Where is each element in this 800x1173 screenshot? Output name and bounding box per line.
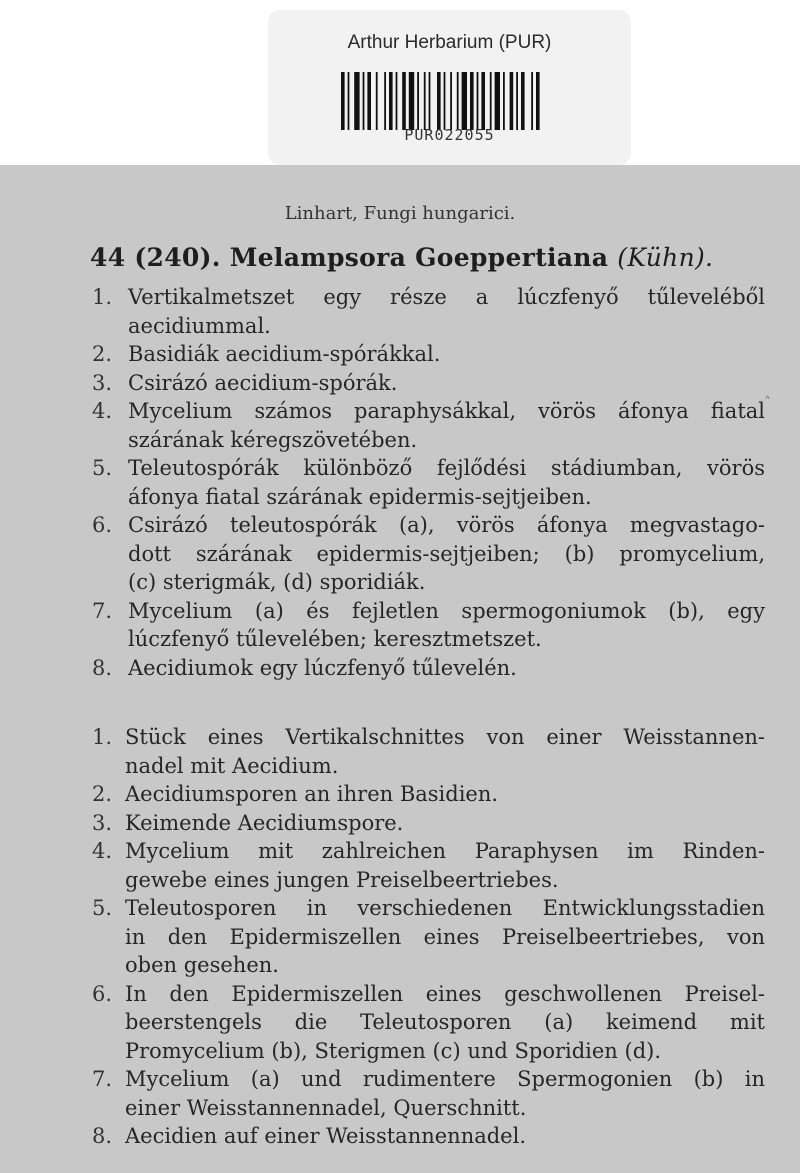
collection-header: Linhart, Fungi hungarici.	[284, 203, 516, 224]
item-text-line: dott szárának epidermis-sejtjeiben; (b) promycelium,	[128, 541, 765, 566]
barcode-bar	[481, 72, 485, 130]
barcode-bar	[348, 72, 350, 130]
item-number: 4.	[91, 399, 112, 423]
item-number: 8.	[91, 655, 112, 680]
barcode-bar	[477, 72, 479, 130]
barcode-bar	[503, 72, 505, 130]
item-number: 2.	[91, 782, 112, 806]
barcode-bar	[450, 72, 452, 130]
item-number: 5.	[91, 456, 112, 480]
item-text-line: Teleutosporen in verschiedenen Entwicklungsstadien	[125, 896, 765, 920]
item-text-line: Keimende Aecidiumspore.	[125, 810, 404, 835]
item-text-line: szárának kéregszövetében.	[128, 427, 418, 452]
item-number: 7.	[91, 598, 112, 623]
item-number: 4.	[91, 839, 112, 863]
item-number: 1.	[91, 725, 112, 749]
specimen-sheet	[0, 165, 800, 1173]
item-text-line: Teleutospórák különböző fejlődési stádiumban, vörös	[128, 456, 765, 480]
item-text-line: Stück eines Vertikalschnittes von einer Weisstannen-	[125, 725, 765, 749]
item-text-line: Basidiák aecidium-spórákkal.	[128, 342, 441, 366]
item-text-line: Aecidiumok egy lúczfenyő tűlevelén.	[128, 655, 517, 680]
item-text-line: (c) sterigmák, (d) sporidiák.	[128, 570, 426, 594]
barcode-bar	[376, 72, 378, 130]
item-number: 7.	[91, 1067, 112, 1091]
item-text-line: Mycelium számos paraphysákkal, vörös áfonya fiatal	[128, 399, 765, 423]
item-text-line: Promycelium (b), Sterigmen (c) und Sporidien (d).	[125, 1038, 662, 1063]
item-text-line: nadel mit Aecidium.	[125, 753, 339, 778]
barcode-bar	[495, 72, 500, 130]
item-number: 3.	[91, 810, 112, 835]
barcode-bar	[424, 72, 426, 130]
barcode-bar	[363, 72, 365, 130]
item-text-line: in den Epidermiszellen eines Preiselbeertriebes, von	[125, 924, 765, 949]
barcode-number: PUR022055	[404, 126, 495, 144]
item-text-line: Mycelium mit zahlreichen Paraphysen im Rinden-	[125, 839, 765, 863]
barcode-bar	[384, 72, 386, 130]
item-text-line: Aecidiumsporen an ihren Basidien.	[125, 782, 499, 806]
specimen-mark: ˄	[764, 395, 771, 411]
barcode-bar	[417, 72, 419, 130]
item-number: 5.	[91, 896, 112, 920]
item-text-line: Csirázó teleutospórák (a), vörös áfonya megvastago-	[128, 513, 765, 537]
barcode-bar	[490, 72, 492, 130]
barcode-bar	[341, 72, 345, 130]
item-text-line: einer Weisstannennadel, Querschnitt.	[125, 1095, 527, 1120]
herbarium-name: Arthur Herbarium (PUR)	[347, 32, 552, 53]
barcode-bar	[437, 72, 441, 130]
barcode-bar	[531, 72, 533, 130]
barcode-bar	[429, 72, 431, 130]
barcode-bar	[536, 72, 540, 130]
barcode-bar	[367, 72, 371, 130]
barcode-bar	[354, 72, 359, 130]
item-text-line: oben gesehen.	[125, 953, 279, 977]
item-number: 8.	[91, 1124, 112, 1148]
barcode-bar	[396, 72, 398, 130]
barcode-bar	[470, 72, 474, 130]
species-name: 44 (240). Melampsora Goeppertiana	[90, 243, 609, 272]
item-text-line: Mycelium (a) und rudimentere Spermogonien (b) in	[125, 1067, 765, 1091]
barcode-bar	[389, 72, 393, 130]
item-text-line: áfonya fiatal szárának epidermis-sejtjeiben.	[128, 484, 592, 509]
herbarium-label	[268, 10, 631, 165]
barcode-bar	[457, 72, 459, 130]
item-text-line: Aecidien auf einer Weisstannennadel.	[125, 1124, 526, 1148]
barcode-bar	[510, 72, 514, 130]
barcode-bar	[462, 72, 467, 130]
item-number: 3.	[91, 370, 112, 395]
item-text-line: Csirázó aecidium-spórák.	[128, 370, 398, 395]
species-author: (Kühn).	[617, 243, 714, 272]
barcode-bar	[521, 72, 525, 130]
species-title	[90, 243, 713, 272]
barcode-bar	[409, 72, 414, 130]
item-text-line: lúczfenyő tűlevelében; keresztmetszet.	[128, 627, 542, 651]
item-number: 1.	[91, 285, 112, 309]
barcode-image	[341, 72, 569, 130]
item-text-line: In den Epidermiszellen eines geschwollenen Preisel-	[125, 981, 765, 1006]
barcode-bar	[516, 72, 518, 130]
item-number: 2.	[91, 342, 112, 366]
item-text-line: Vertikalmetszet egy része a lúczfenyő tűleveléből	[128, 285, 765, 309]
item-text-line: beerstengels die Teleutosporen (a) keimend mit	[125, 1010, 765, 1034]
item-text-line: gewebe eines jungen Preiselbeertriebes.	[125, 867, 559, 892]
barcode-bar	[402, 72, 406, 130]
item-number: 6.	[91, 513, 112, 537]
barcode-bar	[444, 72, 446, 130]
item-number: 6.	[91, 981, 112, 1006]
item-text-line: Mycelium (a) és fejletlen spermogoniumok (b), egy	[128, 598, 765, 623]
item-text-line: aecidiummal.	[128, 313, 271, 338]
